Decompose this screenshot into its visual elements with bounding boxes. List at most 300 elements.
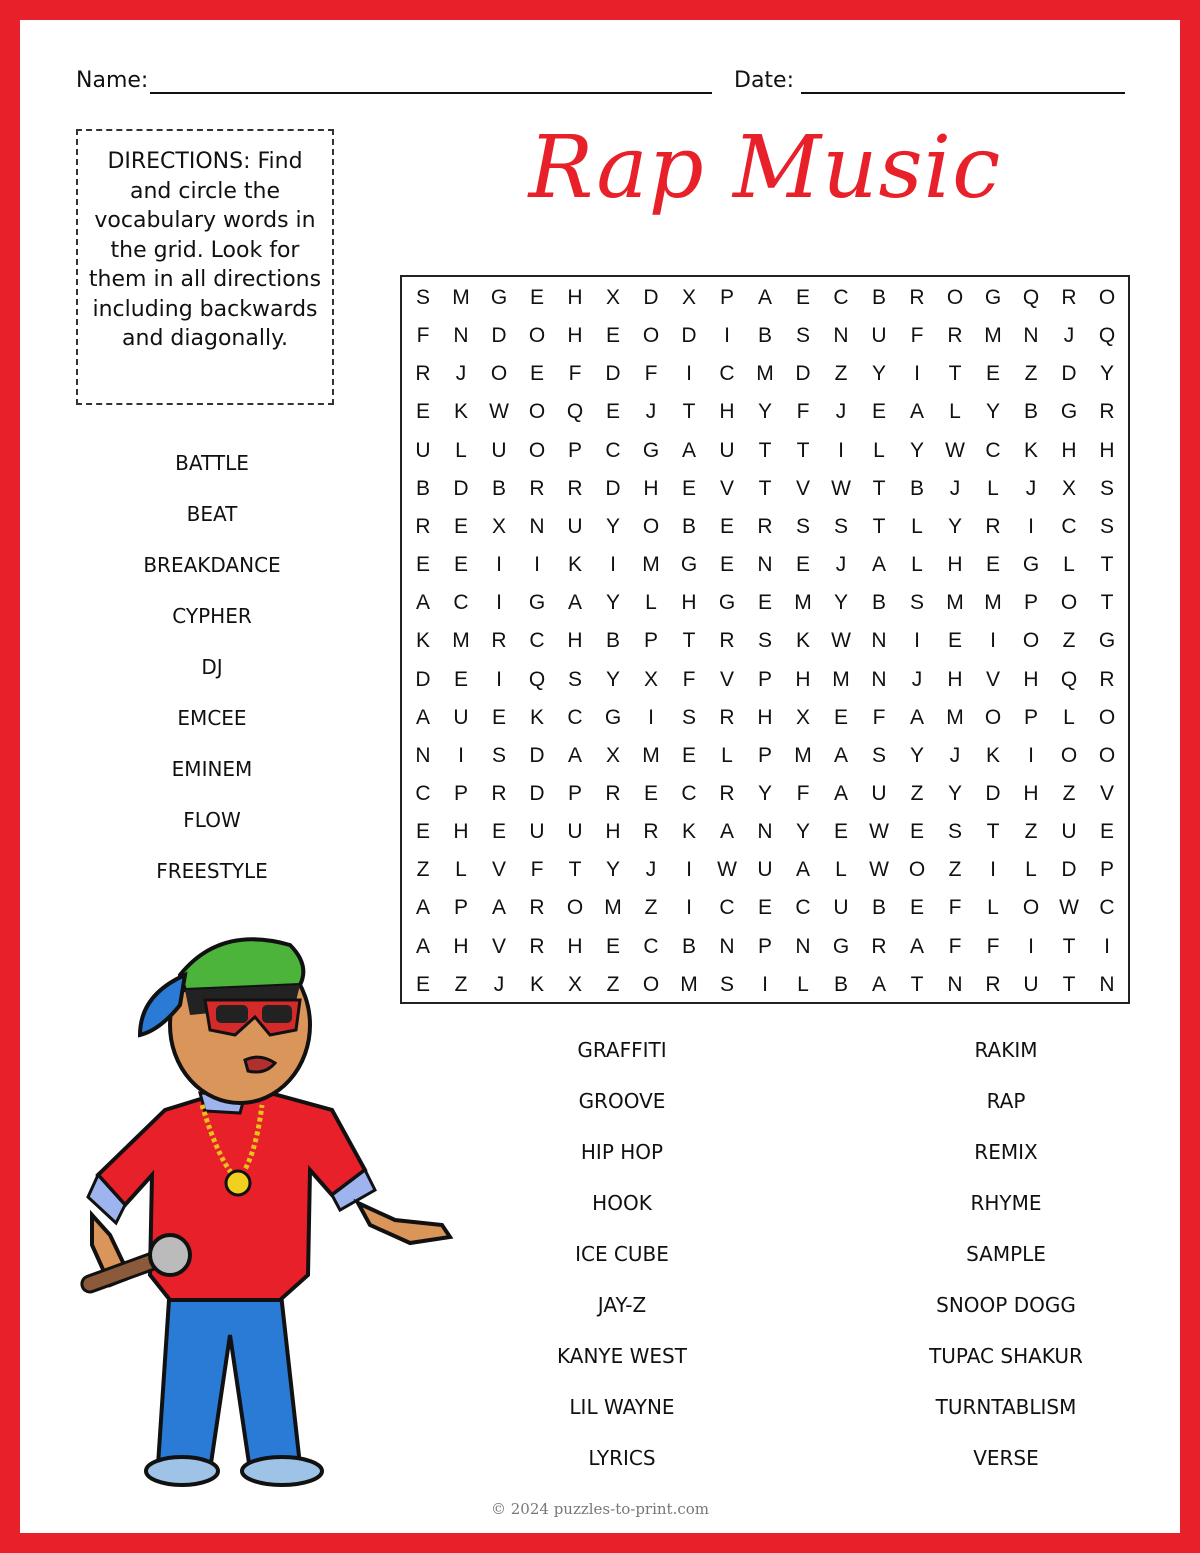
grid-letter[interactable]: D	[643, 286, 659, 309]
grid-letter[interactable]: F	[796, 400, 810, 424]
grid-letter[interactable]: E	[453, 667, 468, 691]
grid-letter[interactable]: I	[838, 438, 844, 462]
grid-letter[interactable]: T	[1062, 934, 1076, 958]
grid-letter[interactable]: L	[949, 400, 961, 424]
grid-letter[interactable]: U	[491, 438, 507, 462]
grid-letter[interactable]: H	[795, 667, 811, 691]
grid-letter[interactable]: A	[757, 286, 772, 309]
grid-letter[interactable]: P	[567, 438, 582, 462]
grid-letter[interactable]: E	[529, 286, 544, 309]
grid-letter[interactable]: S	[415, 286, 430, 309]
grid-letter[interactable]: E	[909, 896, 924, 920]
grid-letter[interactable]: Z	[1024, 362, 1038, 386]
grid-letter[interactable]: O	[566, 896, 584, 920]
grid-letter[interactable]: B	[757, 324, 772, 348]
grid-letter[interactable]: A	[415, 934, 430, 958]
grid-letter[interactable]: K	[529, 705, 544, 729]
grid-letter[interactable]: V	[491, 934, 506, 958]
grid-letter[interactable]: K	[795, 629, 810, 653]
grid-letter[interactable]: W	[945, 438, 965, 462]
grid-letter[interactable]: A	[871, 972, 886, 996]
grid-letter[interactable]: O	[1098, 705, 1116, 729]
grid-letter[interactable]: E	[415, 553, 430, 577]
grid-letter[interactable]: M	[452, 629, 470, 653]
grid-letter[interactable]: O	[1022, 629, 1040, 653]
grid-letter[interactable]: L	[721, 743, 733, 767]
grid-letter[interactable]: N	[833, 324, 849, 348]
grid-letter[interactable]: B	[871, 286, 886, 309]
grid-letter[interactable]: T	[796, 438, 810, 462]
grid-letter[interactable]: J	[835, 553, 847, 577]
grid-letter[interactable]: H	[643, 476, 659, 500]
grid-letter[interactable]: R	[415, 362, 431, 386]
grid-letter[interactable]: S	[871, 743, 886, 767]
grid-letter[interactable]: S	[719, 972, 734, 996]
grid-letter[interactable]: Z	[1062, 781, 1076, 805]
grid-letter[interactable]: R	[985, 514, 1001, 538]
grid-letter[interactable]: R	[529, 476, 545, 500]
grid-letter[interactable]: B	[605, 629, 620, 653]
grid-letter[interactable]: I	[648, 705, 654, 729]
grid-letter[interactable]: E	[605, 324, 620, 348]
grid-letter[interactable]: P	[1099, 858, 1114, 882]
grid-letter[interactable]: I	[1104, 934, 1110, 958]
grid-letter[interactable]: T	[1100, 553, 1114, 577]
grid-letter[interactable]: K	[1023, 438, 1038, 462]
grid-letter[interactable]: M	[452, 286, 470, 309]
grid-letter[interactable]: K	[985, 743, 1000, 767]
grid-letter[interactable]: U	[567, 514, 583, 538]
grid-letter[interactable]: V	[719, 476, 734, 500]
grid-letter[interactable]: O	[1098, 286, 1116, 309]
grid-letter[interactable]: E	[833, 820, 848, 844]
grid-letter[interactable]: Q	[566, 400, 584, 424]
grid-letter[interactable]: M	[756, 362, 774, 386]
grid-letter[interactable]: U	[415, 438, 431, 462]
grid-letter[interactable]: E	[453, 514, 468, 538]
grid-letter[interactable]: M	[984, 591, 1002, 615]
grid-letter[interactable]: P	[643, 629, 658, 653]
grid-letter[interactable]: N	[529, 514, 545, 538]
grid-letter[interactable]: E	[1099, 820, 1114, 844]
grid-letter[interactable]: J	[835, 400, 847, 424]
grid-letter[interactable]: B	[909, 476, 924, 500]
grid-letter[interactable]: I	[458, 743, 464, 767]
grid-letter[interactable]: L	[797, 972, 809, 996]
grid-letter[interactable]: E	[529, 362, 544, 386]
grid-letter[interactable]: Z	[1024, 820, 1038, 844]
grid-letter[interactable]: A	[871, 553, 886, 577]
grid-letter[interactable]: D	[1061, 362, 1077, 386]
grid-letter[interactable]: E	[909, 820, 924, 844]
grid-letter[interactable]: T	[872, 476, 886, 500]
grid-letter[interactable]: S	[947, 820, 962, 844]
grid-letter[interactable]: O	[946, 286, 964, 309]
name-line[interactable]	[150, 92, 712, 94]
grid-letter[interactable]: K	[415, 629, 430, 653]
grid-letter[interactable]: R	[719, 781, 735, 805]
grid-letter[interactable]: E	[795, 553, 810, 577]
grid-letter[interactable]: H	[605, 820, 621, 844]
grid-letter[interactable]: U	[719, 438, 735, 462]
grid-letter[interactable]: A	[415, 896, 430, 920]
grid-letter[interactable]: Y	[605, 667, 620, 691]
grid-letter[interactable]: H	[947, 553, 963, 577]
grid-letter[interactable]: G	[718, 591, 736, 615]
grid-letter[interactable]: E	[795, 286, 810, 309]
grid-letter[interactable]: T	[872, 514, 886, 538]
grid-letter[interactable]: B	[871, 591, 886, 615]
grid-letter[interactable]: F	[796, 781, 810, 805]
grid-letter[interactable]: W	[869, 820, 889, 844]
grid-letter[interactable]: D	[529, 781, 545, 805]
grid-letter[interactable]: U	[833, 896, 849, 920]
grid-letter[interactable]: J	[493, 972, 505, 996]
grid-letter[interactable]: M	[984, 324, 1002, 348]
grid-letter[interactable]: L	[645, 591, 657, 615]
grid-letter[interactable]: N	[871, 629, 887, 653]
grid-letter[interactable]: R	[909, 286, 925, 309]
grid-letter[interactable]: G	[680, 553, 698, 577]
grid-letter[interactable]: R	[529, 896, 545, 920]
grid-letter[interactable]: M	[604, 896, 622, 920]
grid-letter[interactable]: E	[681, 743, 696, 767]
grid-letter[interactable]: X	[567, 972, 582, 996]
grid-letter[interactable]: U	[1061, 820, 1077, 844]
grid-letter[interactable]: E	[415, 820, 430, 844]
grid-letter[interactable]: Z	[910, 781, 924, 805]
grid-letter[interactable]: E	[453, 553, 468, 577]
grid-letter[interactable]: O	[490, 362, 508, 386]
grid-letter[interactable]: H	[1023, 667, 1039, 691]
grid-letter[interactable]: H	[681, 591, 697, 615]
grid-letter[interactable]: O	[528, 438, 546, 462]
grid-letter[interactable]: E	[985, 553, 1000, 577]
grid-letter[interactable]: Q	[1060, 667, 1078, 691]
grid-letter[interactable]: P	[757, 934, 772, 958]
grid-letter[interactable]: O	[1060, 743, 1078, 767]
grid-letter[interactable]: V	[491, 858, 506, 882]
grid-letter[interactable]: A	[681, 438, 696, 462]
grid-letter[interactable]: S	[1099, 514, 1114, 538]
grid-letter[interactable]: Q	[1022, 286, 1040, 309]
grid-letter[interactable]: P	[453, 896, 468, 920]
grid-letter[interactable]: T	[1100, 591, 1114, 615]
grid-letter[interactable]: E	[947, 629, 962, 653]
grid-letter[interactable]: Y	[947, 514, 962, 538]
grid-letter[interactable]: N	[757, 553, 773, 577]
grid-letter[interactable]: I	[1028, 743, 1034, 767]
grid-letter[interactable]: S	[491, 743, 506, 767]
grid-letter[interactable]: F	[682, 667, 696, 691]
grid-letter[interactable]: I	[686, 858, 692, 882]
grid-letter[interactable]: R	[719, 705, 735, 729]
grid-letter[interactable]: V	[795, 476, 810, 500]
grid-letter[interactable]: W	[489, 400, 509, 424]
grid-letter[interactable]: R	[947, 324, 963, 348]
grid-letter[interactable]: M	[946, 591, 964, 615]
grid-letter[interactable]: J	[455, 362, 467, 386]
grid-letter[interactable]: Y	[985, 400, 1000, 424]
grid-letter[interactable]: L	[911, 553, 923, 577]
grid-letter[interactable]: R	[1061, 286, 1077, 309]
grid-letter[interactable]: I	[1028, 514, 1034, 538]
grid-letter[interactable]: Y	[871, 362, 886, 386]
grid-letter[interactable]: I	[914, 629, 920, 653]
grid-letter[interactable]: E	[643, 781, 658, 805]
grid-letter[interactable]: E	[415, 400, 430, 424]
grid-letter[interactable]: Y	[795, 820, 810, 844]
grid-letter[interactable]: K	[567, 553, 582, 577]
grid-letter[interactable]: U	[871, 781, 887, 805]
grid-letter[interactable]: G	[1022, 553, 1040, 577]
grid-letter[interactable]: S	[909, 591, 924, 615]
grid-letter[interactable]: O	[1022, 896, 1040, 920]
grid-letter[interactable]: A	[909, 400, 924, 424]
grid-letter[interactable]: B	[871, 896, 886, 920]
grid-letter[interactable]: F	[416, 324, 430, 348]
grid-letter[interactable]: F	[986, 934, 1000, 958]
grid-letter[interactable]: Y	[605, 514, 620, 538]
grid-letter[interactable]: B	[491, 476, 506, 500]
grid-letter[interactable]: K	[681, 820, 696, 844]
grid-letter[interactable]: O	[908, 858, 926, 882]
grid-letter[interactable]: V	[719, 667, 734, 691]
grid-letter[interactable]: G	[490, 286, 508, 309]
grid-letter[interactable]: E	[871, 400, 886, 424]
grid-letter[interactable]: P	[757, 667, 772, 691]
grid-letter[interactable]: A	[833, 743, 848, 767]
grid-letter[interactable]: E	[985, 362, 1000, 386]
grid-letter[interactable]: A	[567, 743, 582, 767]
grid-letter[interactable]: R	[1099, 400, 1115, 424]
grid-letter[interactable]: G	[1098, 629, 1116, 653]
grid-letter[interactable]: R	[643, 820, 659, 844]
grid-letter[interactable]: X	[643, 667, 658, 691]
grid-letter[interactable]: C	[453, 591, 469, 615]
grid-letter[interactable]: F	[568, 362, 582, 386]
grid-letter[interactable]: N	[947, 972, 963, 996]
grid-letter[interactable]: N	[871, 667, 887, 691]
grid-letter[interactable]: Y	[605, 591, 620, 615]
grid-letter[interactable]: N	[1023, 324, 1039, 348]
grid-letter[interactable]: Y	[947, 781, 962, 805]
grid-letter[interactable]: I	[686, 896, 692, 920]
grid-letter[interactable]: A	[909, 934, 924, 958]
grid-letter[interactable]: E	[605, 400, 620, 424]
grid-letter[interactable]: R	[491, 629, 507, 653]
grid-letter[interactable]: H	[567, 286, 583, 309]
grid-letter[interactable]: N	[795, 934, 811, 958]
grid-letter[interactable]: Y	[1099, 362, 1114, 386]
grid-letter[interactable]: K	[453, 400, 468, 424]
grid-letter[interactable]: O	[1060, 591, 1078, 615]
grid-letter[interactable]: Z	[644, 896, 658, 920]
grid-letter[interactable]: I	[724, 324, 730, 348]
grid-letter[interactable]: W	[869, 858, 889, 882]
grid-letter[interactable]: P	[719, 286, 734, 309]
grid-letter[interactable]: E	[415, 972, 430, 996]
grid-letter[interactable]: M	[832, 667, 850, 691]
grid-letter[interactable]: R	[871, 934, 887, 958]
grid-letter[interactable]: G	[832, 934, 850, 958]
grid-letter[interactable]: E	[491, 820, 506, 844]
grid-letter[interactable]: L	[455, 858, 467, 882]
grid-letter[interactable]: X	[1061, 476, 1076, 500]
grid-letter[interactable]: R	[757, 514, 773, 538]
grid-letter[interactable]: N	[1099, 972, 1115, 996]
puzzle-grid[interactable]	[400, 275, 1130, 1004]
grid-letter[interactable]: B	[681, 934, 696, 958]
grid-letter[interactable]: S	[681, 705, 696, 729]
grid-letter[interactable]: Y	[757, 400, 772, 424]
grid-letter[interactable]: F	[872, 705, 886, 729]
grid-letter[interactable]: T	[682, 629, 696, 653]
grid-letter[interactable]: H	[1099, 438, 1115, 462]
grid-letter[interactable]: Z	[416, 858, 430, 882]
grid-letter[interactable]: Z	[834, 362, 848, 386]
grid-letter[interactable]: E	[681, 476, 696, 500]
grid-letter[interactable]: C	[529, 629, 545, 653]
grid-letter[interactable]: T	[1062, 972, 1076, 996]
grid-letter[interactable]: J	[949, 476, 961, 500]
grid-letter[interactable]: C	[567, 705, 583, 729]
grid-letter[interactable]: U	[757, 858, 773, 882]
grid-letter[interactable]: O	[528, 400, 546, 424]
grid-letter[interactable]: T	[910, 972, 924, 996]
grid-letter[interactable]: D	[605, 362, 621, 386]
grid-letter[interactable]: O	[1098, 743, 1116, 767]
grid-letter[interactable]: B	[1023, 400, 1038, 424]
grid-letter[interactable]: U	[453, 705, 469, 729]
grid-letter[interactable]: I	[914, 362, 920, 386]
grid-letter[interactable]: W	[831, 476, 851, 500]
grid-letter[interactable]: K	[529, 972, 544, 996]
grid-letter[interactable]: G	[642, 438, 660, 462]
grid-letter[interactable]: F	[644, 362, 658, 386]
grid-letter[interactable]: E	[719, 514, 734, 538]
grid-letter[interactable]: I	[534, 553, 540, 577]
grid-letter[interactable]: Q	[528, 667, 546, 691]
grid-letter[interactable]: S	[567, 667, 582, 691]
grid-letter[interactable]: O	[984, 705, 1002, 729]
grid-letter[interactable]: T	[682, 400, 696, 424]
grid-letter[interactable]: T	[758, 438, 772, 462]
grid-letter[interactable]: I	[496, 591, 502, 615]
grid-letter[interactable]: H	[567, 324, 583, 348]
grid-letter[interactable]: O	[642, 514, 660, 538]
grid-letter[interactable]: T	[986, 820, 1000, 844]
grid-letter[interactable]: L	[873, 438, 885, 462]
grid-letter[interactable]: D	[1061, 858, 1077, 882]
grid-letter[interactable]: N	[757, 820, 773, 844]
grid-letter[interactable]: A	[833, 781, 848, 805]
date-line[interactable]	[801, 92, 1125, 94]
grid-letter[interactable]: A	[491, 896, 506, 920]
grid-letter[interactable]: M	[794, 591, 812, 615]
grid-letter[interactable]: N	[453, 324, 469, 348]
grid-letter[interactable]: P	[757, 743, 772, 767]
grid-letter[interactable]: E	[833, 705, 848, 729]
grid-letter[interactable]: O	[528, 324, 546, 348]
grid-letter[interactable]: T	[948, 362, 962, 386]
grid-letter[interactable]: J	[645, 400, 657, 424]
grid-letter[interactable]: A	[719, 820, 734, 844]
grid-letter[interactable]: H	[453, 820, 469, 844]
grid-letter[interactable]: E	[491, 705, 506, 729]
grid-letter[interactable]: R	[1099, 667, 1115, 691]
grid-letter[interactable]: L	[987, 896, 999, 920]
grid-letter[interactable]: I	[496, 667, 502, 691]
grid-letter[interactable]: C	[1099, 896, 1115, 920]
grid-letter[interactable]: P	[1023, 705, 1038, 729]
grid-letter[interactable]: B	[833, 972, 848, 996]
grid-letter[interactable]: I	[990, 858, 996, 882]
grid-letter[interactable]: R	[415, 514, 431, 538]
grid-letter[interactable]: C	[643, 934, 659, 958]
grid-letter[interactable]: C	[605, 438, 621, 462]
grid-letter[interactable]: C	[795, 896, 811, 920]
grid-letter[interactable]: R	[719, 629, 735, 653]
grid-letter[interactable]: H	[947, 667, 963, 691]
grid-letter[interactable]: H	[757, 705, 773, 729]
grid-letter[interactable]: D	[795, 362, 811, 386]
grid-letter[interactable]: J	[911, 667, 923, 691]
grid-letter[interactable]: B	[681, 514, 696, 538]
grid-letter[interactable]: C	[719, 362, 735, 386]
grid-letter[interactable]: T	[758, 476, 772, 500]
grid-letter[interactable]: Z	[606, 972, 620, 996]
grid-letter[interactable]: L	[911, 514, 923, 538]
grid-letter[interactable]: T	[568, 858, 582, 882]
grid-letter[interactable]: M	[642, 553, 660, 577]
grid-letter[interactable]: O	[642, 324, 660, 348]
grid-letter[interactable]: F	[948, 896, 962, 920]
grid-letter[interactable]: X	[605, 743, 620, 767]
grid-letter[interactable]: U	[871, 324, 887, 348]
grid-letter[interactable]: H	[1023, 781, 1039, 805]
grid-letter[interactable]: L	[1063, 705, 1075, 729]
grid-letter[interactable]: X	[605, 286, 620, 309]
grid-letter[interactable]: N	[415, 743, 431, 767]
grid-letter[interactable]: C	[415, 781, 431, 805]
grid-letter[interactable]: L	[455, 438, 467, 462]
grid-letter[interactable]: F	[530, 858, 544, 882]
grid-letter[interactable]: S	[1099, 476, 1114, 500]
grid-letter[interactable]: I	[496, 553, 502, 577]
grid-letter[interactable]: J	[949, 743, 961, 767]
grid-letter[interactable]: D	[529, 743, 545, 767]
grid-letter[interactable]: P	[567, 781, 582, 805]
grid-letter[interactable]: R	[529, 934, 545, 958]
grid-letter[interactable]: E	[757, 896, 772, 920]
grid-letter[interactable]: D	[681, 324, 697, 348]
grid-letter[interactable]: R	[491, 781, 507, 805]
grid-letter[interactable]: A	[909, 705, 924, 729]
grid-letter[interactable]: H	[567, 934, 583, 958]
grid-letter[interactable]: J	[1063, 324, 1075, 348]
grid-letter[interactable]: F	[910, 324, 924, 348]
grid-letter[interactable]: Y	[909, 743, 924, 767]
grid-letter[interactable]: R	[605, 781, 621, 805]
grid-letter[interactable]: C	[833, 286, 849, 309]
grid-letter[interactable]: M	[642, 743, 660, 767]
grid-letter[interactable]: M	[794, 743, 812, 767]
grid-letter[interactable]: J	[645, 858, 657, 882]
grid-letter[interactable]: H	[567, 629, 583, 653]
grid-letter[interactable]: P	[1023, 591, 1038, 615]
grid-letter[interactable]: C	[719, 896, 735, 920]
